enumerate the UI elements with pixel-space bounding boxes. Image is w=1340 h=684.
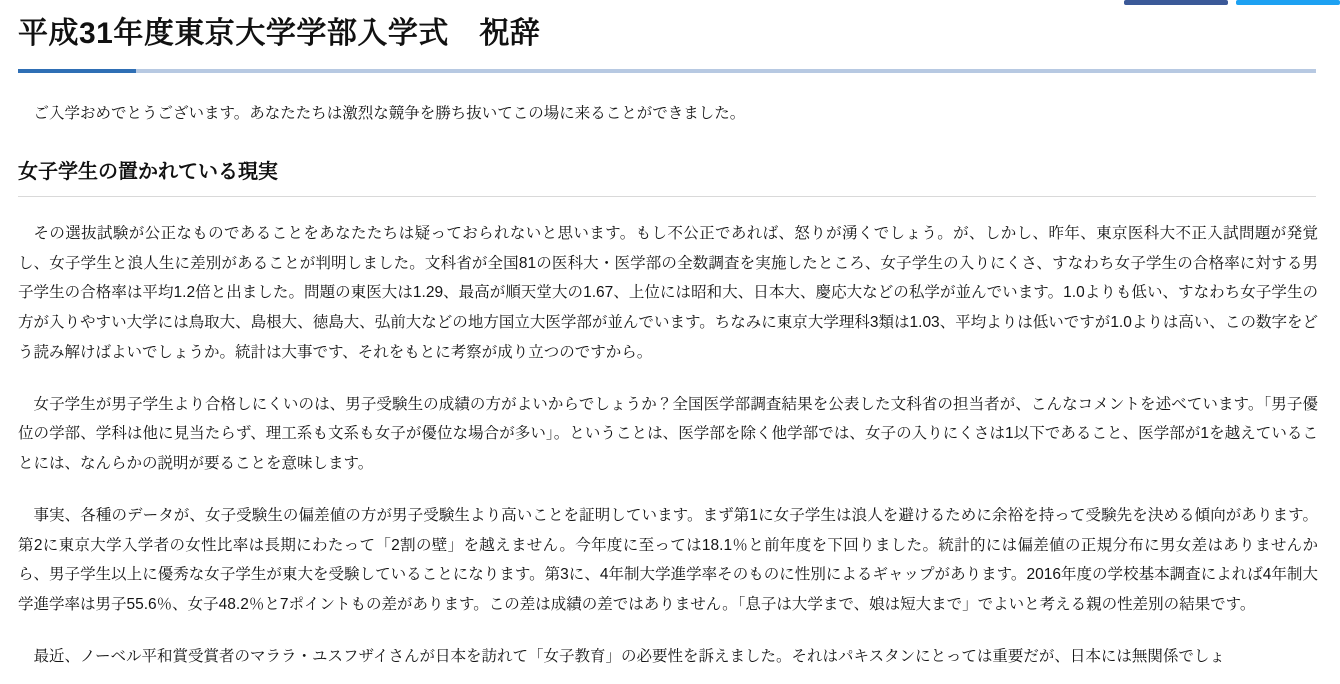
share-buttons-bar bbox=[1124, 0, 1340, 5]
page-title: 平成31年度東京大学学部入学式 祝辞 bbox=[18, 17, 541, 50]
section-divider bbox=[18, 196, 1316, 197]
twitter-share-button[interactable] bbox=[1236, 0, 1340, 5]
document-page bbox=[0, 14, 1340, 672]
paragraph-4: 最近、ノーベル平和賞受賞者のマララ・ユスフザイさんが日本を訪れて「女子教育」の必要性を訴えました。それはパキスタンにとっては重要だが、日本には無関係でしょ bbox=[33, 647, 1225, 665]
title-divider-accent bbox=[18, 69, 136, 73]
facebook-share-button[interactable] bbox=[1124, 0, 1228, 5]
document-content bbox=[0, 14, 1340, 672]
paragraph-3: 事実、各種のデータが、女子受験生の偏差値の方が男子受験生より高いことを証明しています。まず第1に女子学生は浪人を避けるために余裕を持って受験先を決める傾向があります。第2に東京大学入学者の女性比率は長期にわたって「2割の壁」を越えません。今年度に至っては18.1％と前年度を下回りました。統計的には偏差値の正規分布に男女差はありませんから、男子学生以上に優秀な女子学生が東大を受験していることになります。第3に、4年制大学進学率そのものに性別によるギャップがあります。2016年度の学校基本調査によれば4年制大学進学率は男子55.6％、女子48.2％と7ポイントもの差があります。この差は成績の差ではありません。「息子は大学まで、娘は短大まで」でよいと考える親の性差別の結果です。 bbox=[18, 506, 1318, 613]
lead-paragraph: ご入学おめでとうございます。あなたたちは激烈な競争を勝ち抜いてこの場に来ることができました。 bbox=[33, 105, 746, 122]
section-heading: 女子学生の置かれている現実 bbox=[18, 160, 278, 183]
title-divider bbox=[18, 69, 1316, 73]
paragraph-2: 女子学生が男子学生より合格しにくいのは、男子受験生の成績の方がよいからでしょうか？全国医学部調査結果を公表した文科省の担当者が、こんなコメントを述べています。「男子優位の学部、学科は他に見当たらず、理工系も文系も女子が優位な場合が多い」。ということは、医学部を除く他学部では、女子の入りにくさは1以下であること、医学部が1を越えていることには、なんらかの説明が要ることを意味します。 bbox=[18, 395, 1318, 472]
paragraph-1: その選抜試験が公正なものであることをあなたたちは疑っておられないと思います。もし不公正であれば、怒りが湧くでしょう。が、しかし、昨年、東京医科大不正入試問題が発覚し、女子学生と浪人生に差別があることが判明しました。文科省が全国81の医科大・医学部の全数調査を実施したところ、女子学生の入りにくさ、すなわち女子学生の合格率に対する男子学生の合格率は平均1.2倍と出ました。問題の東医大は1.29、最高が順天堂大の1.67、上位には昭和大、日本大、慶応大などの私学が並んでいます。1.0よりも低い、すなわち女子学生の方が入りやすい大学には鳥取大、島根大、徳島大、弘前大などの地方国立大医学部が並んでいます。ちなみに東京大学理科3類は1.03、平均よりは低いですが1.0よりは高い、この数字をどう読み解けばよいでしょうか。統計は大事です、それをもとに考察が成り立つのですから。 bbox=[18, 224, 1318, 361]
